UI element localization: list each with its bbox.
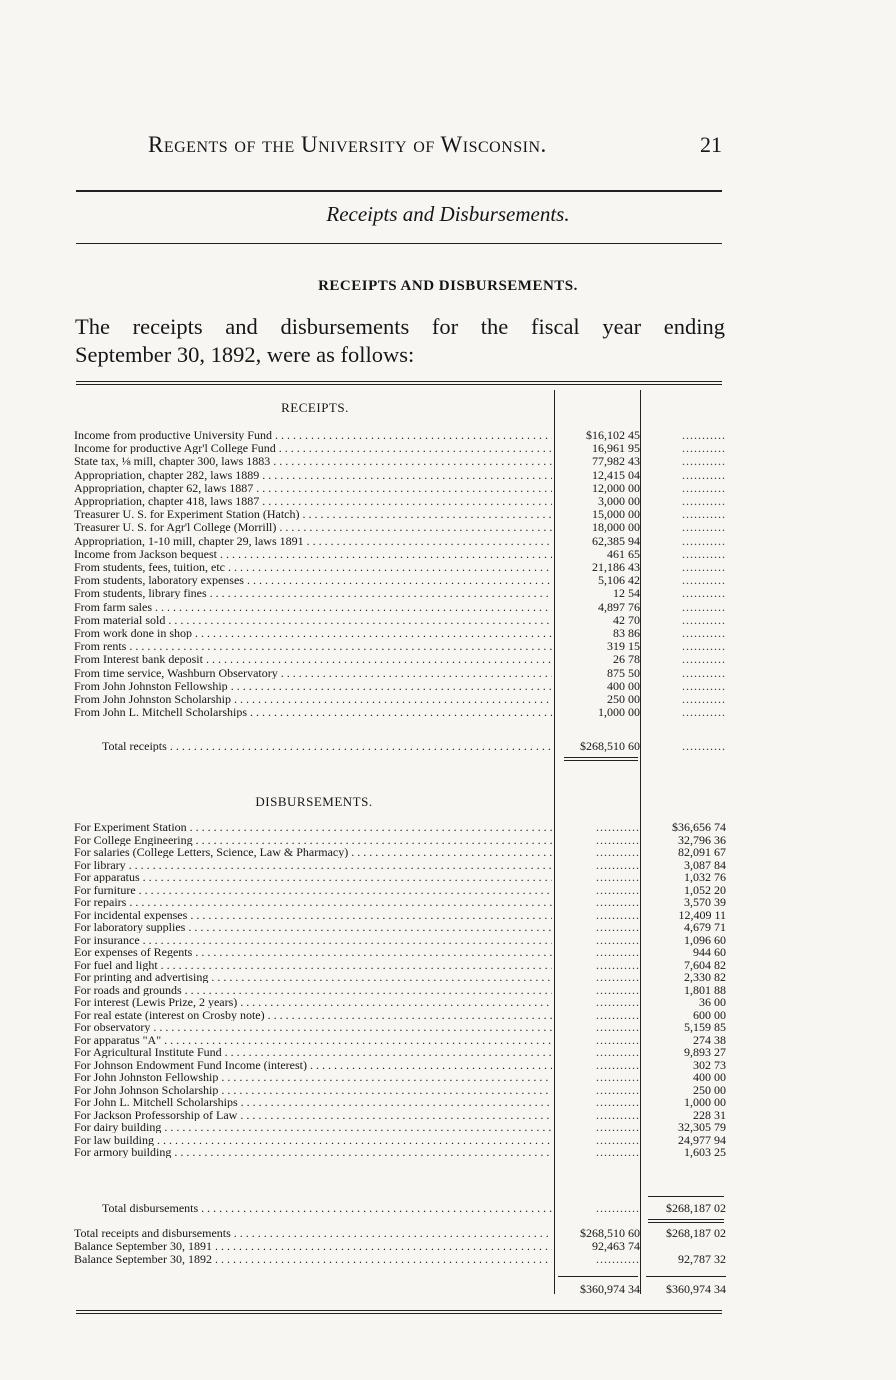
table-row	[74, 707, 726, 718]
row-label: Appropriation, 1-10 mill, chapter 29, laws 1891 . . .	[74, 536, 552, 547]
row-amount: 32,305 79	[678, 1120, 726, 1134]
row-blank: ...........	[596, 970, 640, 984]
row-blank: ...........	[682, 467, 726, 482]
table-row	[74, 872, 726, 883]
table-row	[74, 533, 726, 548]
row-blank: ...........	[596, 1107, 640, 1122]
row-label: For John Johnson Scholarship . . .	[74, 1085, 552, 1096]
grand-total-receipts: $360,974 34	[580, 1282, 640, 1296]
grand-sum-rule-1	[558, 1276, 638, 1277]
row-label: From students, laboratory expenses . . .	[74, 575, 552, 586]
running-header	[148, 132, 722, 162]
row-amount: 1,052 20	[684, 882, 726, 897]
row-amount: 2,330 82	[684, 970, 726, 984]
totals-receipts: $268,510 60	[580, 1226, 640, 1240]
row-label: For repairs . . .	[74, 897, 552, 908]
row-blank: ...........	[596, 895, 640, 909]
row-blank: ...........	[596, 1007, 640, 1022]
row-amount: 42 70	[613, 612, 640, 627]
totals-label: Balance September 30, 1891 . . .	[74, 1241, 552, 1252]
row-label: For armory building . . .	[74, 1147, 552, 1158]
row-blank: ...........	[596, 820, 640, 834]
row-amount: 3,000 00	[598, 494, 640, 508]
row-blank: ...........	[596, 1070, 640, 1084]
table-row	[74, 832, 726, 847]
row-blank: ...........	[596, 1045, 640, 1059]
total-receipts-double-rule	[564, 757, 638, 761]
row-label: For Experiment Station . . .	[74, 822, 552, 833]
row-amount: 1,000 00	[598, 705, 640, 720]
total-receipts-label: Total receipts . . .	[102, 741, 552, 752]
row-blank: ...........	[682, 678, 726, 693]
totals-row	[74, 1228, 726, 1239]
grand-totals-row	[74, 1284, 726, 1295]
table-row	[74, 456, 726, 467]
row-label: For Johnson Endowment Fund Income (interest) . . .	[74, 1060, 552, 1071]
row-amount: 461 65	[607, 546, 640, 561]
section-heading: RECEIPTS AND DISBURSEMENTS.	[318, 278, 578, 294]
row-label: For fuel and light . . .	[74, 960, 552, 971]
table-row	[74, 972, 726, 983]
row-label: Appropriation, chapter 282, laws 1889 . . .	[74, 470, 552, 481]
row-amount: 600 00	[693, 1007, 726, 1022]
row-label: From students, library fines . . .	[74, 588, 552, 599]
row-blank: ...........	[682, 441, 726, 456]
row-amount: 12,409 11	[678, 907, 726, 922]
row-blank: ...........	[682, 692, 726, 706]
table-row	[74, 1007, 726, 1022]
row-amount: 62,385 94	[592, 533, 640, 548]
row-blank: ...........	[596, 995, 640, 1009]
row-amount: $36,656 74	[672, 820, 726, 834]
table-row	[74, 1097, 726, 1108]
row-label: For John Johnston Fellowship . . .	[74, 1072, 552, 1083]
row-amount: 319 15	[607, 639, 640, 654]
totals-label: Total receipts and disbursements . . .	[74, 1228, 552, 1239]
total-disbursements-amount: $268,187 02	[666, 1201, 726, 1215]
row-amount: 24,977 94	[678, 1132, 726, 1147]
row-label: Income from Jackson bequest . . .	[74, 549, 552, 560]
total-receipts-amount: $268,510 60	[580, 739, 640, 753]
row-blank: ...........	[596, 920, 640, 934]
row-label: For College Engineering . . .	[74, 835, 552, 846]
totals-disbursements: $268,187 02	[666, 1226, 726, 1240]
row-blank: ...........	[596, 1082, 640, 1097]
row-amount: 400 00	[693, 1070, 726, 1084]
row-label: For observatory . . .	[74, 1022, 552, 1033]
row-label: For salaries (College Letters, Science, Law & Pharmacy) . . .	[74, 847, 552, 858]
row-blank: ...........	[596, 1057, 640, 1072]
row-label: From farm sales . . .	[74, 602, 552, 613]
table-row	[74, 1022, 726, 1033]
table-row	[74, 562, 726, 573]
row-amount: 1,000 00	[684, 1095, 726, 1109]
row-blank: ...........	[596, 1145, 640, 1159]
row-label: For laboratory supplies . . .	[74, 922, 552, 933]
total-receipts-blank: ...........	[682, 739, 726, 753]
total-disbursements-double-rule	[648, 1219, 724, 1223]
row-amount: 250 00	[607, 692, 640, 706]
running-title: Regents of the University of Wisconsin.	[148, 132, 547, 157]
row-blank: ...........	[596, 1132, 640, 1147]
row-amount: 1,032 76	[684, 870, 726, 884]
row-blank: ...........	[682, 546, 726, 561]
row-blank: ...........	[682, 480, 726, 495]
row-amount: 77,982 43	[592, 454, 640, 469]
table-row	[74, 957, 726, 972]
row-label: Treasurer U. S. for Agr'l College (Morrill) . . .	[74, 522, 552, 533]
row-blank: ...........	[682, 599, 726, 614]
row-amount: 5,106 42	[598, 573, 640, 588]
row-amount: 83 86	[613, 626, 640, 640]
row-blank: ...........	[596, 857, 640, 872]
receipts-heading: RECEIPTS.	[281, 400, 349, 415]
page-number: 21	[700, 132, 722, 157]
disb-sum-rule	[648, 1196, 724, 1197]
row-blank: ...........	[682, 573, 726, 588]
row-amount: 7,604 82	[684, 957, 726, 972]
table-row	[74, 1132, 726, 1147]
row-blank: ...........	[682, 612, 726, 627]
row-amount: 1,801 88	[684, 982, 726, 997]
row-label: For interest (Lewis Prize, 2 years) . . .	[74, 997, 552, 1008]
row-blank: ...........	[596, 870, 640, 884]
row-amount: 36 00	[699, 995, 726, 1009]
row-blank: ...........	[682, 494, 726, 508]
subtitle-rule	[76, 243, 722, 244]
row-amount: 18,000 00	[592, 520, 640, 535]
row-blank: ...........	[596, 957, 640, 972]
row-label: From time service, Washburn Observatory . . .	[74, 668, 552, 679]
row-label: For furniture . . .	[74, 885, 552, 896]
row-amount: 228 31	[693, 1107, 726, 1122]
table-row	[74, 588, 726, 599]
row-label: For incidental expenses . . .	[74, 910, 552, 921]
row-label: Treasurer U. S. for Experiment Station (Hatch) . . .	[74, 509, 552, 520]
table-row	[74, 922, 726, 933]
row-blank: ...........	[596, 945, 640, 959]
totals-row	[74, 1254, 726, 1265]
row-amount: 12 54	[613, 586, 640, 601]
table-row	[74, 1107, 726, 1122]
totals-label: Balance September 30, 1892 . . .	[74, 1254, 552, 1265]
row-label: For law building . . .	[74, 1135, 552, 1146]
row-blank: ...........	[682, 454, 726, 469]
table-row	[74, 982, 726, 997]
row-blank: ...........	[682, 639, 726, 654]
row-label: From material sold . . .	[74, 615, 552, 626]
row-blank: ...........	[596, 845, 640, 859]
page-subtitle: Receipts and Disbursements.	[326, 202, 570, 226]
table-row	[74, 1082, 726, 1097]
row-blank: ...........	[682, 428, 726, 442]
row-label: Income from productive University Fund . . .	[74, 430, 552, 441]
row-label: For dairy building . . .	[74, 1122, 552, 1133]
row-amount: 1,603 25	[684, 1145, 726, 1159]
totals-row	[74, 1241, 726, 1252]
table-row	[74, 932, 726, 947]
row-label: For roads and grounds . . .	[74, 985, 552, 996]
row-amount: 21,186 43	[592, 560, 640, 574]
row-blank: ...........	[682, 560, 726, 574]
table-row	[74, 897, 726, 908]
row-amount: 5,159 85	[684, 1020, 726, 1034]
row-blank: ...........	[596, 1020, 640, 1034]
table-row	[74, 509, 726, 520]
row-blank: ...........	[596, 982, 640, 997]
row-amount: 4,679 71	[684, 920, 726, 934]
row-amount: 82,091 67	[678, 845, 726, 859]
table-row	[74, 496, 726, 507]
row-blank: ...........	[682, 520, 726, 535]
row-amount: 944 60	[693, 945, 726, 959]
table-row	[74, 665, 726, 680]
table-row	[74, 1122, 726, 1133]
row-blank: ...........	[682, 665, 726, 680]
row-label: From John Johnston Fellowship . . .	[74, 681, 552, 692]
intro-paragraph	[75, 313, 725, 369]
row-label: Eor expenses of Regents . . .	[74, 947, 552, 958]
grand-total-disbursements: $360,974 34	[666, 1282, 726, 1296]
row-label: For real estate (interest on Crosby note) . . .	[74, 1010, 552, 1021]
table-row	[74, 1032, 726, 1047]
row-amount: 1,096 60	[684, 932, 726, 947]
row-amount: 9,893 27	[684, 1045, 726, 1059]
totals-disbursements: 92,787 32	[678, 1252, 726, 1266]
table-bottom-rule	[76, 1310, 722, 1314]
row-label: Appropriation, chapter 418, laws 1887 . . .	[74, 496, 552, 507]
row-label: For insurance . . .	[74, 935, 552, 946]
row-amount: $16,102 45	[586, 428, 640, 442]
disbursements-heading: DISBURSEMENTS.	[255, 794, 373, 809]
row-label: From John Johnston Scholarship . . .	[74, 694, 552, 705]
row-label: For John L. Mitchell Scholarships . . .	[74, 1097, 552, 1108]
table-row	[74, 997, 726, 1008]
row-label: From John L. Mitchell Scholarships . . .	[74, 707, 552, 718]
row-amount: 15,000 00	[592, 507, 640, 522]
table-row	[74, 1057, 726, 1072]
table-row	[74, 857, 726, 872]
total-disbursements-blank: ...........	[596, 1201, 640, 1215]
table-row	[74, 822, 726, 833]
table-row	[74, 1047, 726, 1058]
row-label: Income for productive Agr'l College Fund . . .	[74, 443, 552, 454]
row-label: For printing and advertising . . .	[74, 972, 552, 983]
row-amount: 12,415 04	[592, 467, 640, 482]
row-blank: ...........	[682, 586, 726, 601]
table-row	[74, 641, 726, 652]
row-blank: ...........	[596, 932, 640, 947]
total-disbursements-label: Total disbursements . . .	[102, 1203, 552, 1214]
table-row	[74, 467, 726, 482]
row-label: For Agricultural Institute Fund . . .	[74, 1047, 552, 1058]
row-blank: ...........	[682, 652, 726, 667]
table-row	[74, 678, 726, 693]
row-blank: ...........	[596, 1095, 640, 1109]
intro-line-2: September 30, 1892, were as follows:	[75, 342, 415, 367]
row-blank: ...........	[596, 1032, 640, 1047]
row-amount: 274 38	[693, 1032, 726, 1047]
table-row	[74, 847, 726, 858]
intro-line-1: The receipts and disbursements for the fiscal year ending	[75, 314, 725, 339]
total-receipts-row	[74, 741, 726, 752]
table-row	[74, 694, 726, 705]
row-amount: 26 78	[613, 652, 640, 667]
row-blank: ...........	[596, 832, 640, 847]
table-row	[74, 654, 726, 665]
row-amount: 32,796 36	[678, 832, 726, 847]
row-blank: ...........	[682, 626, 726, 640]
table-row	[74, 430, 726, 441]
row-blank: ...........	[682, 533, 726, 548]
table-top-rule	[76, 381, 722, 385]
row-blank: ...........	[682, 705, 726, 720]
totals-receipts: 92,463 74	[592, 1239, 640, 1253]
table-row	[74, 480, 726, 495]
table-row	[74, 612, 726, 627]
row-amount: 875 50	[607, 665, 640, 680]
row-amount: 400 00	[607, 678, 640, 693]
table-row	[74, 546, 726, 561]
table-row	[74, 628, 726, 639]
row-amount: 302 73	[693, 1057, 726, 1072]
row-label: From Interest bank deposit . . .	[74, 654, 552, 665]
row-label: For apparatus "A" . . .	[74, 1035, 552, 1046]
row-label: Appropriation, chapter 62, laws 1887 . . .	[74, 483, 552, 494]
total-disbursements-row	[74, 1203, 726, 1214]
table-row	[74, 882, 726, 897]
table-row	[74, 947, 726, 958]
row-blank: ...........	[596, 882, 640, 897]
row-amount: 3,570 39	[684, 895, 726, 909]
row-label: From work done in shop . . .	[74, 628, 552, 639]
row-amount: 12,000 00	[592, 480, 640, 495]
row-label: State tax, ⅛ mill, chapter 300, laws 1883 . . .	[74, 456, 552, 467]
row-amount: 4,897 76	[598, 599, 640, 614]
header-rule	[76, 190, 722, 192]
row-blank: ...........	[596, 1120, 640, 1134]
row-amount: 16,961 95	[592, 441, 640, 456]
row-amount: 3,087 84	[684, 857, 726, 872]
row-blank: ...........	[682, 507, 726, 522]
row-label: From rents . . .	[74, 641, 552, 652]
totals-receipts: ...........	[596, 1252, 640, 1266]
table-row	[74, 907, 726, 922]
table-row	[74, 443, 726, 454]
row-blank: ...........	[596, 907, 640, 922]
row-amount: 250 00	[693, 1082, 726, 1097]
table-row	[74, 522, 726, 533]
table-row	[74, 575, 726, 586]
row-label: For library . . .	[74, 860, 552, 871]
row-label: For apparatus . . .	[74, 872, 552, 883]
table-row	[74, 1072, 726, 1083]
table-row	[74, 1147, 726, 1158]
table-row	[74, 599, 726, 614]
row-label: For Jackson Professorship of Law . . .	[74, 1110, 552, 1121]
grand-sum-rule-2	[646, 1276, 726, 1277]
row-label: From students, fees, tuition, etc . . .	[74, 562, 552, 573]
